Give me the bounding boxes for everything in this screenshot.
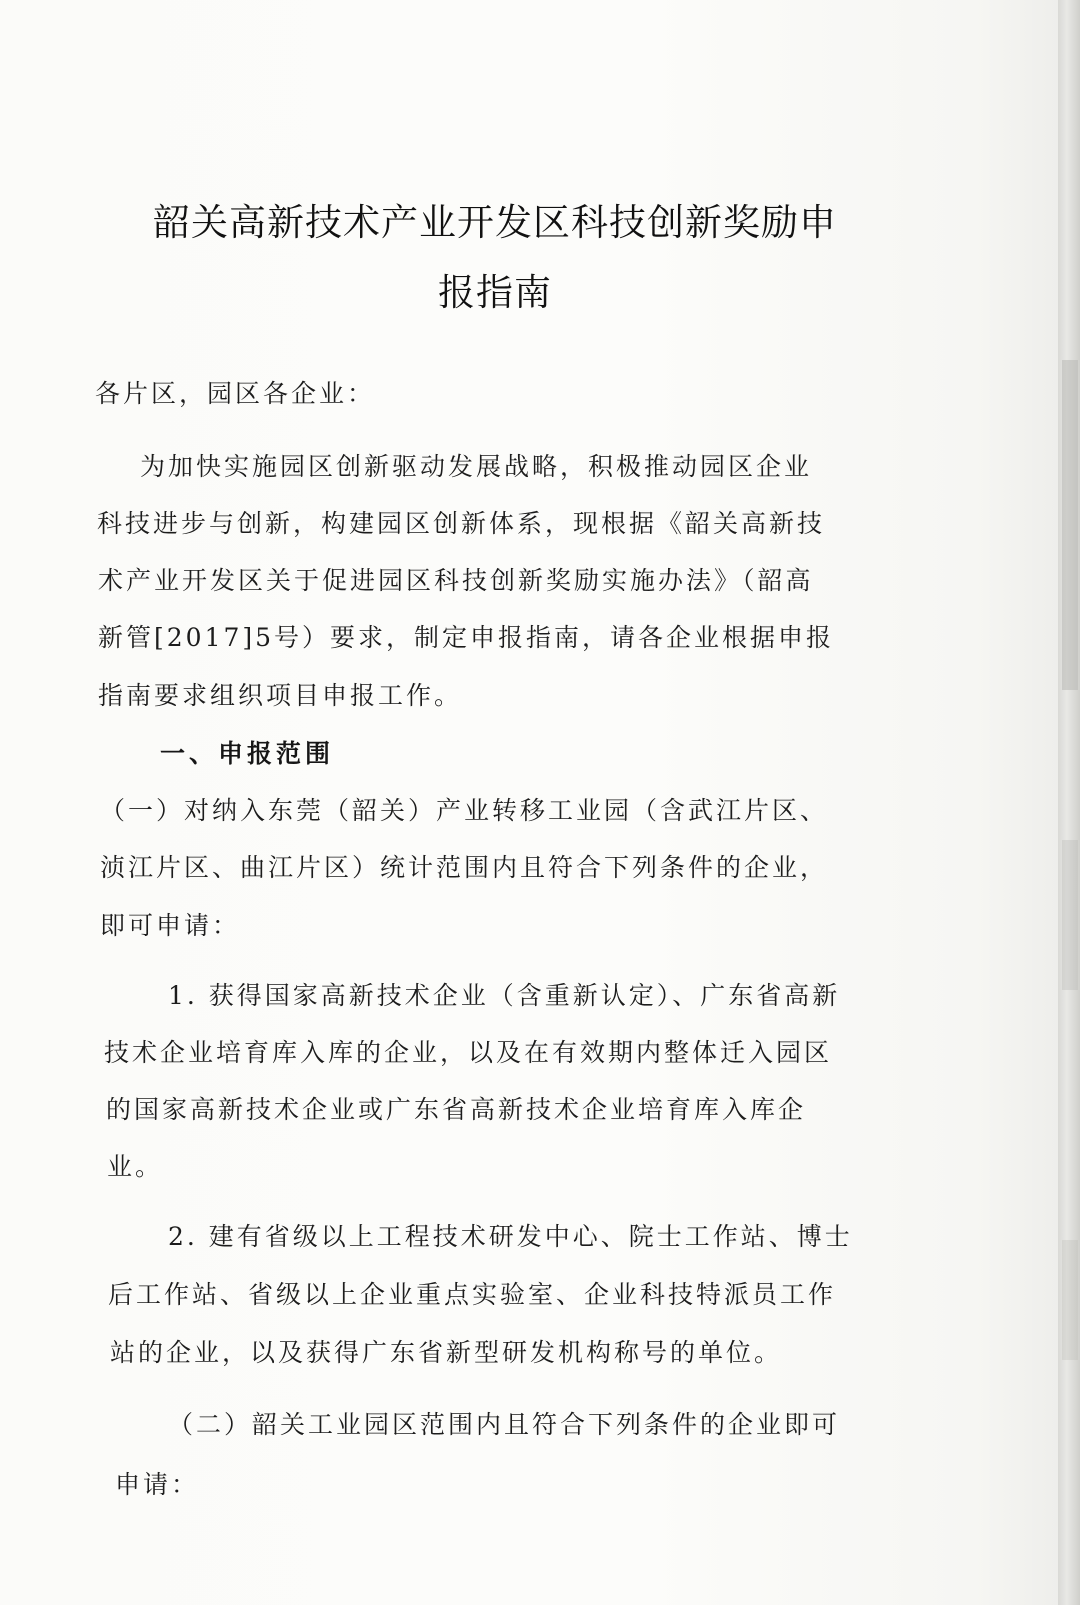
scope-two-line-1: （二）韶关工业园区范围内且符合下列条件的企业即可 (168, 1410, 841, 1439)
scope-one-line-2: 浈江片区、曲江片区）统计范围内且符合下列条件的企业， (100, 853, 829, 882)
item-1-line-4: 业。 (107, 1152, 164, 1181)
document-title-line-1: 韶关高新技术产业开发区科技创新奖励申 (153, 201, 837, 244)
document-title-line-2: 报指南 (438, 271, 552, 314)
item-1-line-3: 的国家高新技术企业或广东省高新技术企业培育库入库企 (106, 1095, 807, 1124)
scope-two-line-2: 申请： (115, 1470, 200, 1499)
section-heading-scope: 一、申报范围 (160, 739, 335, 768)
intro-line-5: 指南要求组织项目申报工作。 (98, 681, 463, 710)
page-edge-strip (1058, 0, 1080, 1605)
item-1-line-2: 技术企业培育库入库的企业，以及在有效期内整体迁入园区 (104, 1038, 833, 1067)
edge-print-mark (1062, 360, 1078, 690)
scope-one-line-1: （一）对纳入东莞（韶关）产业转移工业园（含武江片区、 (100, 796, 829, 825)
intro-line-4: 新管[2017]5号）要求，制定申报指南，请各企业根据申报 (98, 623, 835, 652)
intro-line-3: 术产业开发区关于促进园区科技创新奖励实施办法》（韶高 (98, 566, 814, 595)
intro-line-2: 科技进步与创新，构建园区创新体系，现根据《韶关高新技 (97, 509, 826, 538)
item-2-line-1: 2. 建有省级以上工程技术研发中心、院士工作站、博士 (168, 1222, 853, 1251)
edge-print-mark (1062, 1240, 1078, 1360)
item-2-line-2: 后工作站、省级以上企业重点实验室、企业科技特派员工作 (108, 1280, 837, 1309)
scope-one-line-3: 即可申请： (100, 911, 241, 940)
item-2-line-3: 站的企业，以及获得广东省新型研发机构称号的单位。 (110, 1338, 783, 1367)
edge-print-mark (1062, 840, 1078, 990)
intro-line-1: 为加快实施园区创新驱动发展战略，积极推动园区企业 (140, 452, 813, 481)
item-1-line-1: 1. 获得国家高新技术企业（含重新认定）、广东省高新 (168, 981, 841, 1010)
salutation: 各片区，园区各企业： (95, 379, 376, 408)
